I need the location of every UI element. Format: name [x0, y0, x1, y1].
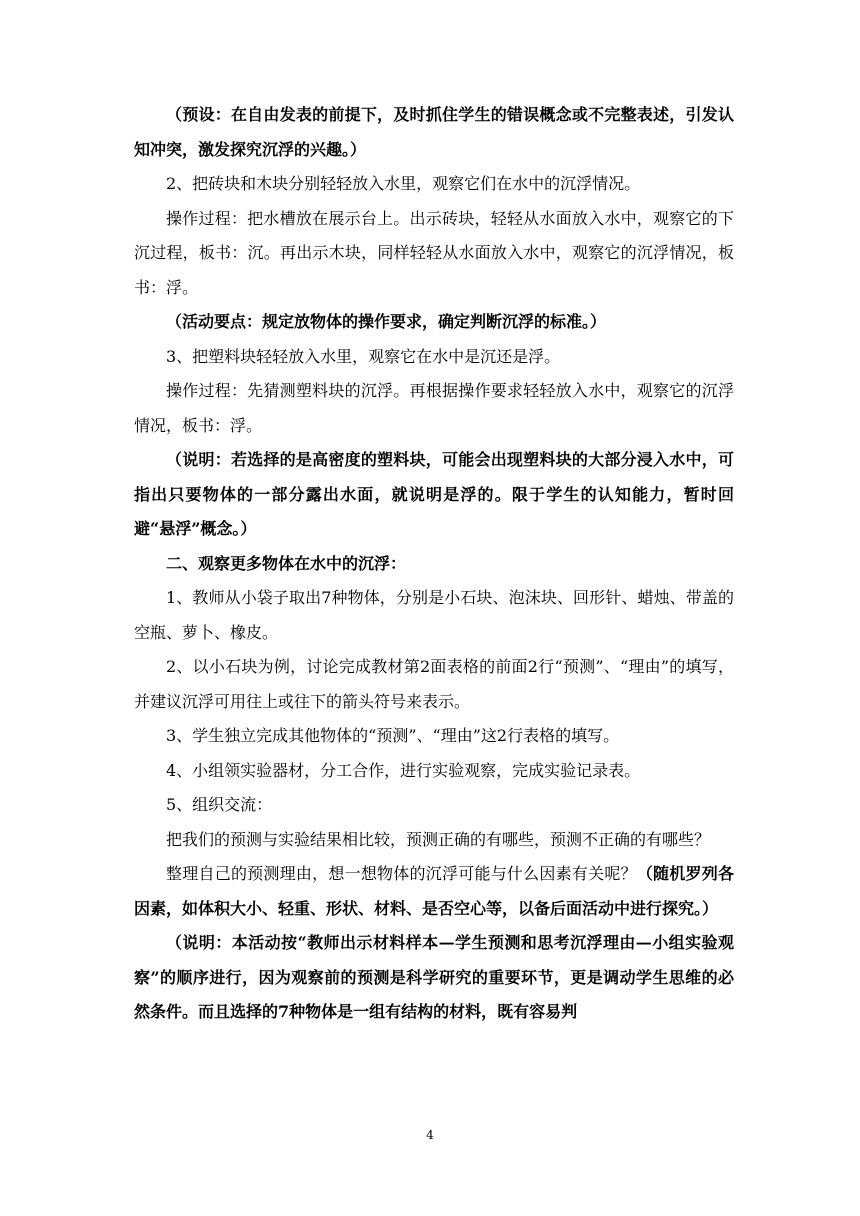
paragraph-compare: 把我们的预测与实验结果相比较，预测正确的有哪些，预测不正确的有哪些？: [166, 829, 711, 849]
paragraph-step-3: 3、把塑料块轻轻放入水里，观察它在水中是沉还是浮。: [166, 346, 561, 366]
paragraph-item-4: 4、小组领实验器材，分工合作，进行实验观察，完成实验记录表。: [166, 760, 641, 780]
paragraph-operation-1: 操作过程：把水槽放在展示台上。出示砖块，轻轻从水面放入水中，观察它的下沉过程，板书：沉。再出示木块，同样轻轻从水面放入水中，观察它的沉浮情况，板书：浮。: [134, 208, 734, 297]
paragraph-step-2: 2、把砖块和木块分别轻轻放入水里，观察它们在水中的沉浮情况。: [166, 174, 641, 193]
paragraph-activity-point: （活动要点：规定放物体的操作要求，确定判断沉浮的标准。）: [166, 312, 607, 331]
paragraph-operation-2: 操作过程：先猜测塑料块的沉浮。再根据操作要求轻轻放入水中，观察它的沉浮情况，板书：浮。: [134, 381, 734, 435]
paragraph-item-3: 3、学生独立完成其他物体的“预测”、“理由”这2行表格的填写。: [166, 726, 620, 745]
paragraph-reasons: [134, 857, 734, 926]
paragraph-note-2: （说明：本活动按“教师出示材料样本—学生预测和思考沉浮理由—小组实验观察”的顺序进行，因为观察前的预测是科学研究的重要环节，更是调动学生思维的必然条件。而且选择的7种物体是一组有结构的材料，既有容易判: [134, 933, 734, 1021]
paragraph-item-1: 1、教师从小袋子取出7种物体，分别是小石块、泡沫块、回形针、蜡烛、带盖的空瓶、萝卜、橡皮。: [134, 588, 734, 642]
paragraph-preset: （预设：在自由发表的前提下，及时抓住学生的错误概念或不完整表述，引发认知冲突，激发探究沉浮的兴趣。）: [134, 105, 734, 159]
reasons-note: （随机罗列各因素，如体积大小、轻重、形状、材料、是否空心等，以备后面活动中进行探究。）: [134, 864, 734, 918]
document-body: [134, 98, 734, 1030]
paragraph-item-5: 5、组织交流：: [166, 795, 273, 814]
section-heading-2: 二、观察更多物体在水中的沉浮：: [166, 553, 407, 573]
paragraph-note-1: （说明：若选择的是高密度的塑料块，可能会出现塑料块的大部分浸入水中，可指出只要物体的一部分露出水面，就说明是浮的。限于学生的认知能力，暂时回避“悬浮”概念。）: [134, 450, 734, 538]
page-number: 4: [426, 1128, 434, 1142]
paragraph-item-2: 2、以小石块为例，讨论完成教材第2面表格的前面2行“预测”、“理由”的填写，并建议沉浮可用往上或往下的箭头符号来表示。: [134, 657, 734, 711]
reasons-question: 整理自己的预测理由，想一想物体的沉浮可能与什么因素有关呢？: [166, 864, 637, 883]
